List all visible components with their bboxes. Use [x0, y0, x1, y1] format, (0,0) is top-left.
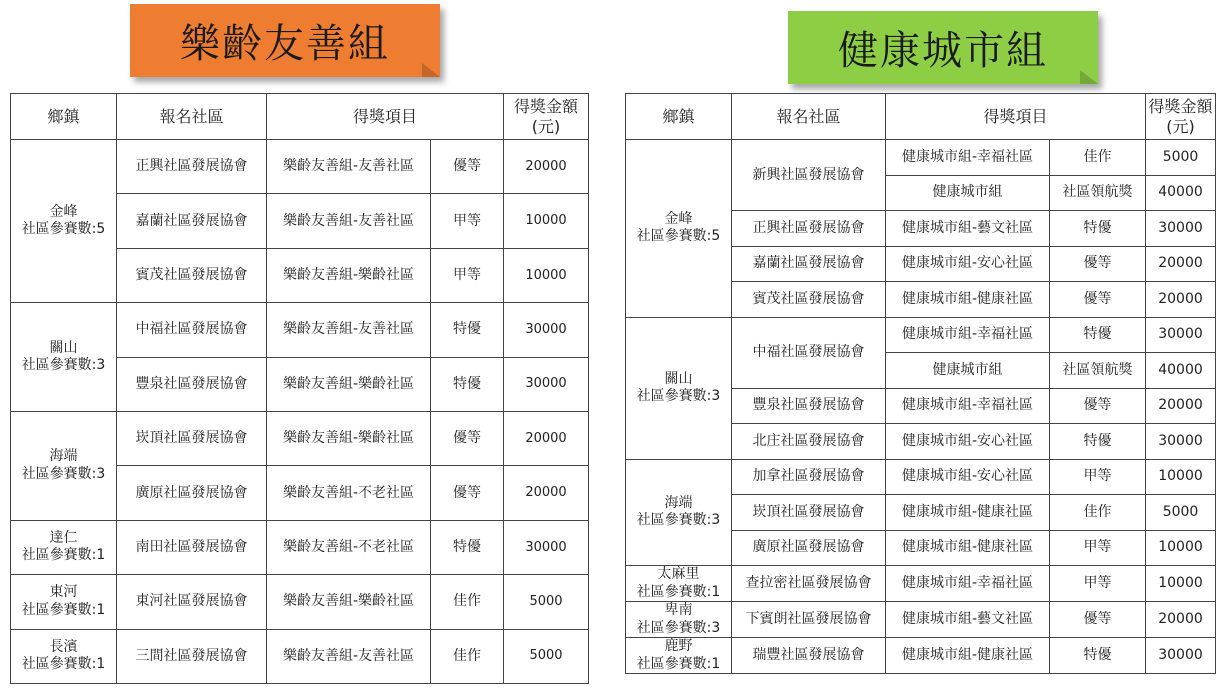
- award-grade-cell: 優等: [1050, 602, 1146, 638]
- entry-count: 社區參賽數:1: [21, 656, 106, 673]
- award-item-cell: 健康城市組-健康社區: [886, 495, 1050, 531]
- elderly-friendly-award-table: [10, 93, 589, 684]
- award-grade-cell: 甲等: [1050, 530, 1146, 566]
- community-cell: 嘉蘭社區發展協會: [117, 194, 267, 248]
- town-name: 關山: [49, 339, 78, 356]
- table-row: [626, 459, 1216, 495]
- table-row: [11, 520, 589, 574]
- award-grade-cell: 甲等: [431, 194, 504, 248]
- award-amount-cell: 30000: [1146, 317, 1216, 353]
- award-item-cell: 健康城市組-幸福社區: [886, 566, 1050, 602]
- award-amount-cell: 20000: [504, 411, 589, 465]
- town-cell: [11, 520, 117, 574]
- award-grade-cell: 優等: [1050, 246, 1146, 282]
- town-name: 金峰: [49, 203, 78, 220]
- town-cell: [11, 629, 117, 683]
- header-community: 報名社區: [117, 94, 267, 140]
- town-cell: [626, 140, 732, 318]
- award-amount-cell: 40000: [1146, 353, 1216, 389]
- award-item-cell: 健康城市組: [886, 353, 1050, 389]
- town-name: 長濱: [49, 638, 78, 655]
- award-amount-cell: 30000: [504, 357, 589, 411]
- entry-count: 社區參賽數:1: [636, 583, 721, 600]
- table-row: [11, 411, 589, 465]
- award-item-cell: 樂齡友善組-不老社區: [267, 520, 431, 574]
- award-item-cell: 健康城市組-幸福社區: [886, 140, 1050, 176]
- table-row: [626, 317, 1216, 353]
- town-cell: [11, 140, 117, 303]
- award-item-cell: 樂齡友善組-樂齡社區: [267, 575, 431, 629]
- award-item-cell: 健康城市組: [886, 175, 1050, 211]
- award-grade-cell: 特優: [431, 303, 504, 357]
- town-cell: [626, 459, 732, 566]
- community-cell: 加拿社區發展協會: [732, 459, 886, 495]
- entry-count: 社區參賽數:3: [21, 465, 106, 482]
- award-amount-cell: 10000: [1146, 459, 1216, 495]
- banner-title: 樂齡友善組: [180, 21, 390, 67]
- town-name: 東河: [49, 584, 78, 601]
- community-cell: 中福社區發展協會: [732, 317, 886, 388]
- award-item-cell: 樂齡友善組-不老社區: [267, 466, 431, 520]
- award-amount-cell: 10000: [1146, 530, 1216, 566]
- award-amount-cell: 30000: [504, 520, 589, 574]
- award-amount-cell: 10000: [1146, 566, 1216, 602]
- award-amount-cell: 30000: [504, 303, 589, 357]
- community-cell: 豐泉社區發展協會: [732, 388, 886, 424]
- award-item-cell: 健康城市組-健康社區: [886, 638, 1050, 674]
- award-grade-cell: 優等: [431, 411, 504, 465]
- award-grade-cell: 特優: [431, 520, 504, 574]
- award-item-cell: 健康城市組-幸福社區: [886, 388, 1050, 424]
- table-row: [11, 303, 589, 357]
- town-cell: [626, 566, 732, 602]
- table-row: [11, 575, 589, 629]
- banner-fold-shape: [1080, 70, 1098, 84]
- table-body: [11, 140, 589, 684]
- banner-fold-shape: [422, 63, 440, 77]
- town-cell: [11, 303, 117, 412]
- town-cell: [11, 411, 117, 520]
- award-amount-cell: 20000: [504, 466, 589, 520]
- award-amount-cell: 10000: [504, 248, 589, 302]
- healthy-city-award-table: [625, 93, 1216, 674]
- award-item-cell: 健康城市組-藝文社區: [886, 602, 1050, 638]
- community-cell: 正興社區發展協會: [117, 140, 267, 194]
- award-item-cell: 樂齡友善組-樂齡社區: [267, 411, 431, 465]
- award-grade-cell: 佳作: [1050, 495, 1146, 531]
- award-item-cell: 健康城市組-安心社區: [886, 459, 1050, 495]
- community-cell: 下賓朗社區發展協會: [732, 602, 886, 638]
- town-name: 海端: [664, 494, 693, 511]
- community-cell: 南田社區發展協會: [117, 520, 267, 574]
- award-item-cell: 樂齡友善組-友善社區: [267, 140, 431, 194]
- award-item-cell: 健康城市組-幸福社區: [886, 317, 1050, 353]
- table-row: [626, 566, 1216, 602]
- award-grade-cell: 優等: [431, 140, 504, 194]
- table-row: [11, 629, 589, 683]
- entry-count: 社區參賽數:5: [636, 228, 721, 245]
- award-amount-cell: 40000: [1146, 175, 1216, 211]
- entry-count: 社區參賽數:3: [636, 388, 721, 404]
- town-name: 卑南: [664, 602, 693, 618]
- award-grade-cell: 社區領航獎: [1050, 175, 1146, 211]
- award-amount-cell: 30000: [1146, 211, 1216, 247]
- award-grade-cell: 甲等: [431, 248, 504, 302]
- community-cell: 廣原社區發展協會: [732, 530, 886, 566]
- award-amount-cell: 5000: [504, 629, 589, 683]
- banner-title: 健康城市組: [838, 28, 1048, 74]
- town-name: 金峰: [664, 210, 693, 227]
- award-amount-cell: 20000: [1146, 282, 1216, 318]
- award-amount-cell: 5000: [1146, 495, 1216, 531]
- entry-count: 社區參賽數:1: [21, 601, 106, 618]
- title-banner-healthy-city: [788, 11, 1098, 84]
- community-cell: 崁頂社區發展協會: [117, 411, 267, 465]
- entry-count: 社區參賽數:1: [21, 547, 106, 564]
- award-grade-cell: 特優: [1050, 317, 1146, 353]
- town-name: 鹿野: [664, 638, 693, 654]
- entry-count: 社區參賽數:3: [21, 357, 106, 374]
- table-row: [626, 140, 1216, 176]
- award-item-cell: 健康城市組-健康社區: [886, 282, 1050, 318]
- award-amount-cell: 20000: [504, 140, 589, 194]
- community-cell: 賓茂社區發展協會: [117, 248, 267, 302]
- award-amount-cell: 10000: [504, 194, 589, 248]
- award-amount-cell: 5000: [1146, 140, 1216, 176]
- community-cell: 賓茂社區發展協會: [732, 282, 886, 318]
- header-town: 鄉鎮: [626, 94, 732, 140]
- award-grade-cell: 特優: [1050, 211, 1146, 247]
- community-cell: 北庄社區發展協會: [732, 424, 886, 460]
- town-name: 海端: [49, 448, 78, 465]
- award-amount-cell: 20000: [1146, 388, 1216, 424]
- award-grade-cell: 甲等: [1050, 566, 1146, 602]
- community-cell: 嘉蘭社區發展協會: [732, 246, 886, 282]
- title-banner-elderly-friendly: [130, 4, 440, 77]
- header-award-item: 得獎項目: [886, 94, 1146, 140]
- table-row: [11, 140, 589, 194]
- award-grade-cell: 佳作: [431, 629, 504, 683]
- entry-count: 社區參賽數:1: [636, 655, 721, 672]
- table-row: [626, 638, 1216, 674]
- award-grade-cell: 甲等: [1050, 459, 1146, 495]
- award-amount-cell: 5000: [504, 575, 589, 629]
- award-item-cell: 樂齡友善組-樂齡社區: [267, 248, 431, 302]
- award-item-cell: 樂齡友善組-友善社區: [267, 629, 431, 683]
- header-community: 報名社區: [732, 94, 886, 140]
- award-grade-cell: 優等: [431, 466, 504, 520]
- community-cell: 瑞豐社區發展協會: [732, 638, 886, 674]
- award-item-cell: 健康城市組-藝文社區: [886, 211, 1050, 247]
- award-grade-cell: 特優: [431, 357, 504, 411]
- award-grade-cell: 優等: [1050, 282, 1146, 318]
- community-cell: 正興社區發展協會: [732, 211, 886, 247]
- table-body: [626, 140, 1216, 674]
- entry-count: 社區參賽數:3: [636, 512, 721, 529]
- town-cell: [11, 575, 117, 629]
- town-name: 達仁: [49, 529, 78, 546]
- award-item-cell: 樂齡友善組-樂齡社區: [267, 357, 431, 411]
- award-amount-cell: 30000: [1146, 424, 1216, 460]
- award-grade-cell: 社區領航獎: [1050, 353, 1146, 389]
- award-amount-cell: 30000: [1146, 638, 1216, 674]
- table-row: [626, 602, 1216, 638]
- award-grade-cell: 特優: [1050, 424, 1146, 460]
- community-cell: 三間社區發展協會: [117, 629, 267, 683]
- community-cell: 東河社區發展協會: [117, 575, 267, 629]
- community-cell: 豐泉社區發展協會: [117, 357, 267, 411]
- community-cell: 崁頂社區發展協會: [732, 495, 886, 531]
- award-amount-cell: 20000: [1146, 246, 1216, 282]
- community-cell: 新興社區發展協會: [732, 140, 886, 211]
- town-cell: [626, 317, 732, 459]
- entry-count: 社區參賽數:3: [636, 619, 721, 636]
- award-grade-cell: 優等: [1050, 388, 1146, 424]
- award-item-cell: 樂齡友善組-友善社區: [267, 194, 431, 248]
- award-item-cell: 健康城市組-安心社區: [886, 246, 1050, 282]
- town-cell: [626, 638, 732, 674]
- entry-count: 社區參賽數:5: [21, 221, 106, 238]
- town-name: 關山: [664, 370, 693, 387]
- community-cell: 廣原社區發展協會: [117, 466, 267, 520]
- header-town: 鄉鎮: [11, 94, 117, 140]
- community-cell: 中福社區發展協會: [117, 303, 267, 357]
- award-item-cell: 健康城市組-安心社區: [886, 424, 1050, 460]
- header-award-amount: 得獎金額(元): [1146, 94, 1216, 140]
- town-cell: [626, 602, 732, 638]
- award-grade-cell: 特優: [1050, 638, 1146, 674]
- community-cell: 查拉密社區發展協會: [732, 566, 886, 602]
- header-award-item: 得獎項目: [267, 94, 504, 140]
- award-grade-cell: 佳作: [431, 575, 504, 629]
- award-grade-cell: 佳作: [1050, 140, 1146, 176]
- award-amount-cell: 20000: [1146, 602, 1216, 638]
- award-item-cell: 樂齡友善組-友善社區: [267, 303, 431, 357]
- town-name: 太麻里: [657, 566, 700, 582]
- header-award-amount: 得獎金額(元): [504, 94, 589, 140]
- award-item-cell: 健康城市組-健康社區: [886, 530, 1050, 566]
